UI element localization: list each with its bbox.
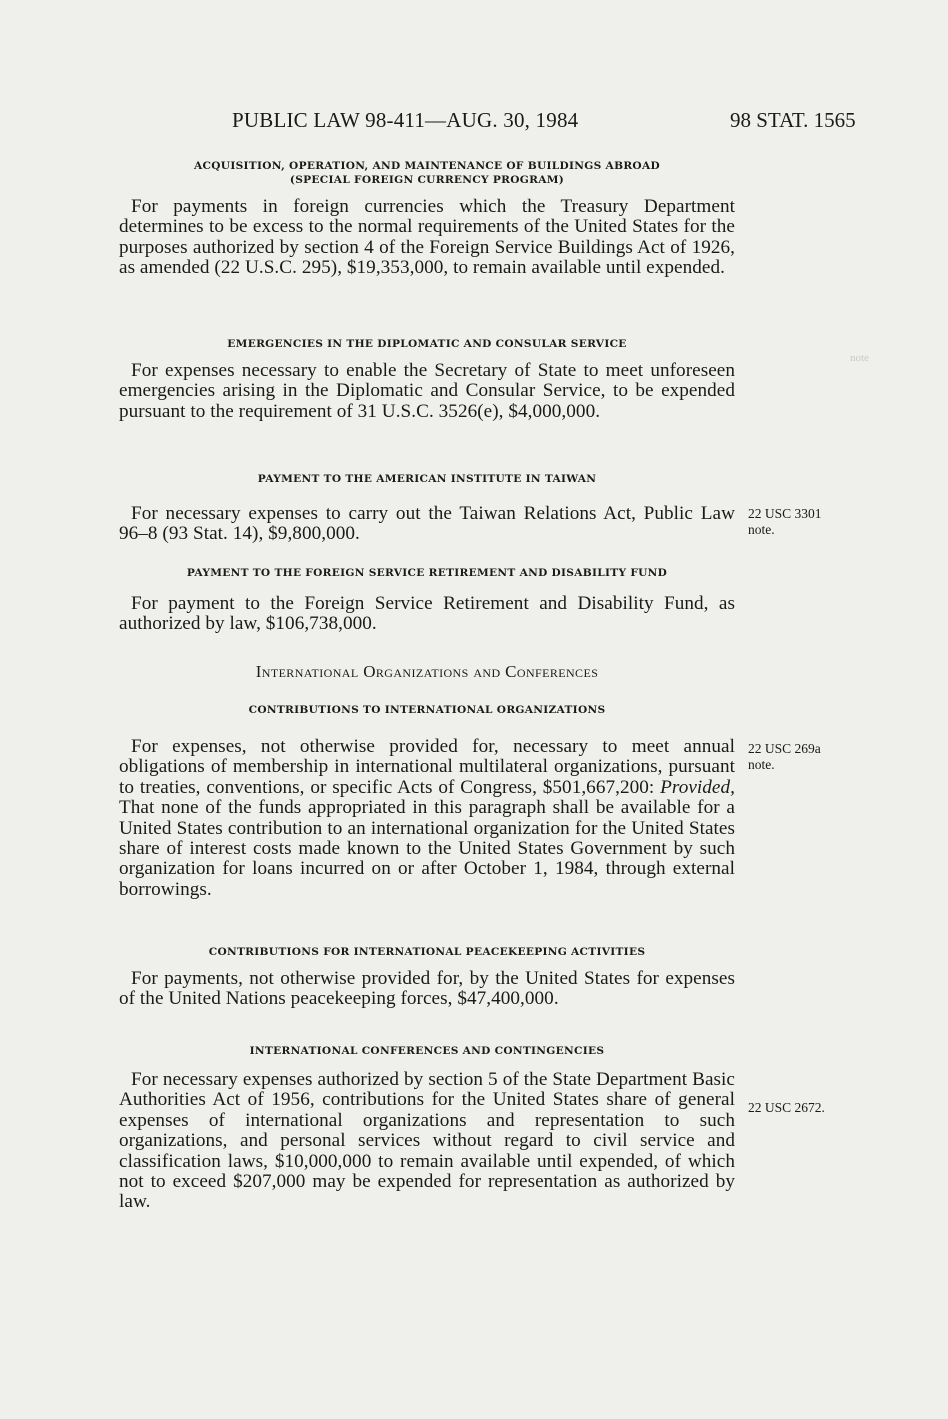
section-conferences [119,1044,735,1213]
section-paragraph: For payments in foreign currencies which the Treasury Department determines to be excess to the normal requirements of the United States for the purposes authorized by section 4 of the Foreign Service Buildings Act of 1926, as amended (22 U.S.C. 295), $19,353,000, to remain available until expended. [119,196,735,279]
section-emergencies [119,337,735,422]
section-heading: PAYMENT TO THE FOREIGN SERVICE RETIREMENT AND DISABILITY FUND [186,567,668,579]
section-taiwan [119,472,735,545]
section-paragraph: For necessary expenses to carry out the Taiwan Relations Act, Public Law 96–8 (93 Stat. 14), $9,800,000. [119,503,735,545]
section-heading: CONTRIBUTIONS TO INTERNATIONAL ORGANIZATIONS [248,704,606,716]
section-heading: ACQUISITION, OPERATION, AND MAINTENANCE OF BUILDINGS ABROAD [194,160,660,172]
statute-page-number: 98 STAT. 1565 [730,108,856,132]
running-head: PUBLIC LAW 98-411—AUG. 30, 1984 [232,108,579,132]
title-block [119,662,735,682]
paragraph-text: That none of the funds appropriated in this paragraph shall be available for a United States contribution to an international organization for the United States share of interest costs made known to the United States Government by such organization for loans incurred on or after October 1, 1984, through external borrowings. [119,797,735,900]
section-retirement-fund [119,566,735,635]
section-heading: INTERNATIONAL CONFERENCES AND CONTINGENCIES [249,1045,605,1057]
margin-note-line: 22 USC 269a [748,741,821,756]
margin-note-line: note. [748,522,775,537]
section-heading: EMERGENCIES IN THE DIPLOMATIC AND CONSULAR SERVICE [227,338,627,350]
section-paragraph: For payments, not otherwise provided for, by the United States for expenses of the United Nations peacekeeping forces, $47,400,000. [119,968,735,1010]
paragraph-text: For expenses, not otherwise provided for, necessary to meet annual obligations of membership in international multilateral organizations, pursuant to treaties, conventions, or specific Acts of Congress, $501,667,200: [119,736,735,798]
section-paragraph: For necessary expenses authorized by section 5 of the State Department Basic Authorities Act of 1956, contributions for the United States share of general expenses of international organizations and representation to such organizations, and personal services without regard to civil service and classification laws, $10,000,000 to remain available until expended, of which not to exceed $207,000 may be expended for representation as authorized by law. [119,1069,735,1213]
margin-note-line: 22 USC 2672. [748,1100,825,1115]
faint-margin-mark: note [850,352,869,364]
section-paragraph: For payment to the Foreign Service Retirement and Disability Fund, as authorized by law, $106,738,000. [119,593,735,635]
title-heading: International Organizations and Conferences [255,662,599,681]
margin-note-line: note. [748,757,775,772]
margin-note-intl-organizations [748,741,821,773]
section-heading: CONTRIBUTIONS FOR INTERNATIONAL PEACEKEEPING ACTIVITIES [208,946,646,958]
margin-note-line: 22 USC 3301 [748,506,822,521]
proviso-word: Provided, [660,776,735,798]
section-peacekeeping [119,945,735,1010]
section-heading: PAYMENT TO THE AMERICAN INSTITUTE IN TAIWAN [257,473,597,485]
section-buildings-abroad [119,159,735,279]
section-intl-organizations [119,703,735,900]
margin-note-conferences [748,1100,825,1116]
section-paragraph [119,737,735,900]
section-paragraph: For expenses necessary to enable the Secretary of State to meet unforeseen emergencies arising in the Diplomatic and Consular Service, to be expended pursuant to the requirement of 31 U.S.C. 3526(e), $4,000,000. [119,360,735,422]
margin-note-taiwan [748,506,822,538]
section-subheading: (SPECIAL FOREIGN CURRENCY PROGRAM) [289,174,565,186]
